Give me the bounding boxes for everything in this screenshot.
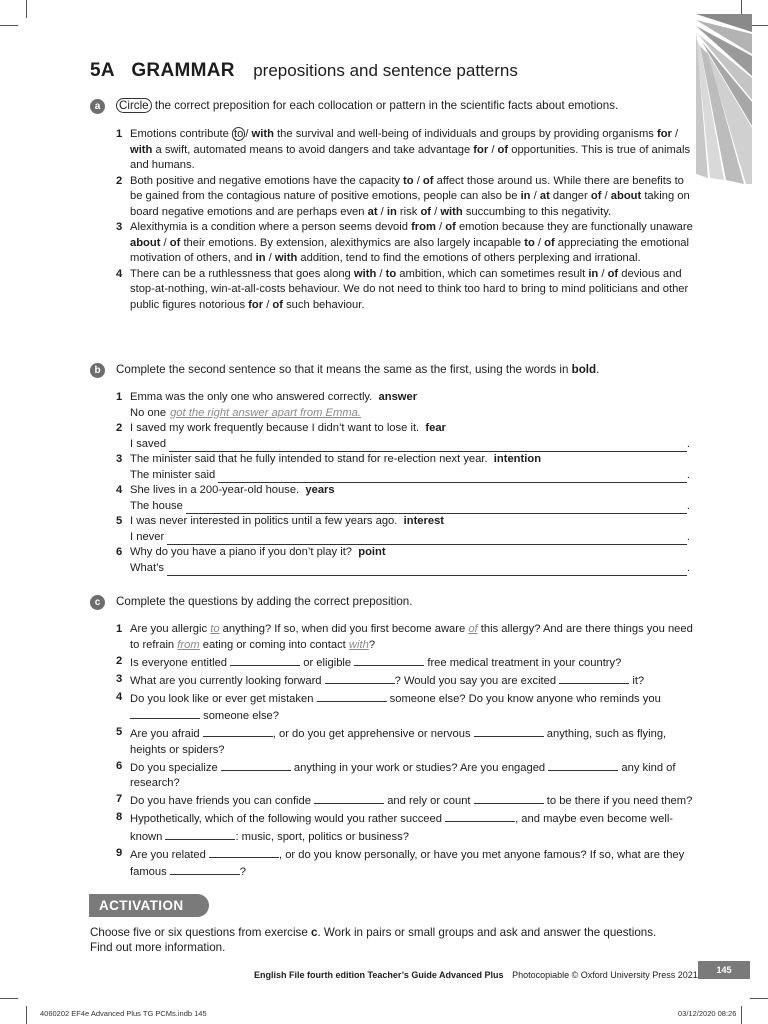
text-segment: anything? If so, when did you first become aware [219, 623, 469, 635]
text-segment: free medical treatment in your country? [424, 656, 622, 669]
text-segment: / [263, 298, 273, 311]
text-segment: this allergy? And are there things you need to refrain [130, 623, 693, 651]
preposition-option: with [440, 205, 463, 218]
rewrite-line [130, 530, 690, 546]
sentence-start: I never [130, 530, 165, 543]
text-segment: There can be a ruthlessness that goes along [130, 267, 354, 280]
exercise-c-item [116, 672, 694, 690]
item-number: 6 [116, 546, 123, 558]
preposition-option: for [248, 298, 264, 311]
exercise-c-badge: c [90, 595, 105, 610]
sentence-text: She lives in a 200-year-old house. [130, 484, 300, 496]
rewrite-line [130, 406, 690, 422]
text-segment: / [265, 252, 275, 264]
answer-blank[interactable] [354, 654, 424, 666]
text-segment: danger [549, 190, 591, 202]
print-slug-date: 03/12/2020 08:26 [678, 1009, 737, 1018]
text-segment: any kind of research? [130, 761, 676, 789]
answer-blank[interactable] [474, 725, 544, 737]
text-segment: : music, sport, politics or business? [235, 830, 409, 843]
rewrite-line [130, 561, 690, 577]
answer-blank[interactable] [203, 725, 273, 737]
rewrite-line [130, 437, 690, 453]
text-segment: their emotions. By extension, alexithymics are also largely incapable [180, 236, 525, 249]
item-number: 3 [116, 221, 123, 233]
sentence-text: Emma was the only one who answered correctly. [130, 391, 373, 403]
exercise-c-instruction: Complete the questions by adding the correct preposition. [116, 595, 413, 608]
text-segment: , or do you get apprehensive or nervous [272, 728, 474, 740]
text-segment: , or do you know personally, or have you met anyone famous? If so, what are they famous [130, 848, 685, 878]
answer-blank[interactable] [445, 810, 515, 822]
exercise-c-item [116, 846, 694, 881]
text-segment: to be there if you need them? [543, 795, 693, 807]
answer-blank[interactable] [317, 690, 387, 702]
exercise-b-instruction: Complete the second sentence so that it means the same as the first, using the words in bold. [116, 363, 600, 376]
original-sentence [130, 421, 690, 437]
preposition-option: with [130, 143, 153, 156]
exercise-b-item [116, 483, 690, 514]
example-answer: got the right answer apart from Emma. [170, 406, 361, 419]
keyword: fear [425, 422, 446, 434]
exercise-b-badge: b [90, 363, 105, 378]
answer-line[interactable] [167, 563, 687, 576]
exercise-a-item [116, 174, 696, 221]
preposition-option: of [272, 298, 283, 311]
keyword: years [305, 484, 335, 496]
preposition-option: of [420, 205, 432, 218]
item-number: 4 [116, 690, 123, 703]
text-segment: the survival and well-being of individuals and groups by providing organisms [273, 128, 657, 140]
sentence-text: I saved my work frequently because I didn’t want to lose it. [130, 422, 420, 434]
preposition-option: for [473, 143, 489, 156]
exercise-c-item [116, 622, 694, 653]
item-number: 3 [116, 672, 123, 685]
exercise-c-item [116, 654, 694, 672]
text-segment: / [245, 128, 252, 140]
activation-text: Choose five or six questions from exercise c. Work in pairs or small groups and ask and answer the questions. Find out more information. [90, 926, 657, 954]
footer-copyright: Photocopiable © Oxford University Press 2021 [512, 970, 698, 980]
text-segment: Do you have friends you can confide [130, 795, 315, 807]
answer-blank[interactable] [474, 792, 544, 804]
text-segment: emotion because they are functionally unaware [455, 221, 693, 233]
text-segment: someone else? Do you know anyone who reminds you [386, 692, 661, 705]
corner-rays-graphic [696, 14, 752, 184]
crop-mark [750, 25, 768, 26]
exercise-a-list [116, 127, 696, 313]
exercise-a-item [116, 220, 696, 267]
preposition-option: about [130, 236, 161, 249]
sentence-start: The house [130, 499, 183, 512]
answer-line[interactable] [186, 501, 687, 514]
text-segment: or eligible [300, 656, 355, 669]
example-answer: to [210, 623, 220, 635]
preposition-option: from [411, 221, 436, 233]
footer-book: English File fourth edition Teacher’s Guide Advanced Plus [254, 970, 504, 980]
answer-line[interactable] [218, 470, 687, 483]
answer-line[interactable] [167, 532, 687, 545]
text-segment: Do you look like or ever get mistaken [130, 692, 317, 705]
answer-blank[interactable] [559, 672, 629, 684]
text-segment: Both positive and negative emotions have the capacity [130, 174, 404, 187]
preposition-option: in [255, 252, 266, 264]
item-number: 2 [116, 174, 123, 187]
preposition-option: of [169, 236, 181, 249]
activation-banner: ACTIVATION [89, 894, 209, 917]
example-answer: with [348, 638, 369, 651]
text-segment: / [601, 190, 611, 202]
text-segment: devious and stop-at-nothing, win-at-all-costs behaviour. We do not need to think too hard to bring to mind politicians and other public figures notorious [130, 267, 689, 311]
preposition-option: of [607, 267, 619, 280]
text-segment: / [377, 205, 387, 218]
exercise-c-item [116, 725, 694, 758]
text-segment: Alexithymia is a condition where a person seems devoid [130, 221, 412, 233]
text-segment: What are you currently looking forward [130, 674, 325, 687]
full-stop: . [686, 437, 690, 450]
text-segment: / [413, 174, 423, 187]
text-segment: taking on board negative emotions and are perhaps even [130, 190, 690, 218]
original-sentence [130, 545, 690, 561]
circle-word: Circle [116, 98, 152, 113]
section-title: GRAMMAR [131, 60, 235, 81]
text-segment: Is everyone entitled [130, 656, 231, 669]
exercise-c-item [116, 759, 694, 792]
answer-blank[interactable] [170, 863, 240, 875]
crop-mark [26, 1006, 27, 1024]
crop-mark [0, 25, 18, 26]
example-answer: of [468, 623, 478, 635]
full-stop: . [686, 468, 690, 481]
example-answer: from [177, 638, 200, 651]
preposition-option: in [386, 205, 397, 218]
exercise-c-item [116, 690, 694, 725]
text-segment: ? [239, 866, 247, 878]
preposition-option: in [588, 267, 599, 280]
print-slug-file: 4060202 EF4e Advanced Plus TG PCMs.indb 145 [40, 1009, 207, 1018]
exercise-b-item [116, 452, 690, 483]
answer-blank[interactable] [325, 672, 395, 684]
exercise-a-instruction: Circle the correct preposition for each collocation or pattern in the scientific facts about emotions. [116, 99, 618, 112]
page-number: 145 [698, 961, 750, 979]
sentence-start: I saved [130, 437, 167, 450]
page-header [90, 60, 518, 82]
exercise-c-item [116, 792, 694, 810]
preposition-option: to [524, 236, 535, 249]
exercise-b-list [116, 390, 690, 576]
exercise-b-item [116, 514, 690, 545]
text-segment: / [488, 143, 498, 156]
text-segment: addition, tend to find the emotions of others perplexing and irrational. [297, 252, 641, 264]
answer-line[interactable] [169, 439, 687, 452]
item-number: 1 [116, 128, 123, 140]
exercise-c-item [116, 810, 694, 845]
rewrite-line [130, 468, 690, 484]
preposition-option: with [251, 128, 274, 140]
full-stop: . [686, 561, 690, 574]
crop-mark [0, 998, 18, 999]
text-segment: appreciating the emotional motivation of others, and [130, 236, 690, 264]
preposition-option: about [610, 190, 642, 202]
item-number: 2 [116, 422, 123, 434]
section-subtitle: prepositions and sentence patterns [253, 61, 518, 80]
preposition-option: with [353, 267, 377, 280]
text-segment: ? Would you say you are excited [394, 674, 560, 687]
text-segment: / [530, 190, 540, 202]
exercise-b-item [116, 545, 690, 576]
text-segment: and rely or count [384, 795, 474, 807]
item-number: 5 [116, 726, 123, 738]
text-segment: / [431, 205, 441, 218]
preposition-option: of [544, 236, 555, 249]
keyword: answer [378, 391, 418, 403]
text-segment: / [598, 267, 608, 280]
answer-blank[interactable] [230, 654, 300, 666]
text-segment: ? [368, 638, 376, 651]
crop-mark [26, 0, 27, 18]
text-segment: Are you related [130, 848, 209, 861]
text-segment: ambition, which can sometimes result [396, 267, 589, 280]
sentence-start: What’s [130, 561, 164, 574]
text-segment: it? [629, 674, 645, 687]
answer-blank[interactable] [314, 792, 384, 804]
item-number: 9 [116, 846, 123, 859]
preposition-option: with [274, 252, 298, 264]
text-segment: Are you afraid [130, 728, 203, 740]
preposition-option: for [657, 128, 672, 140]
sentence-text: I was never interested in politics until a few years ago. [130, 515, 398, 527]
keyword: interest [403, 515, 445, 527]
sentence-text: The minister said that he fully intended to stand for re-election next year. [130, 453, 488, 465]
text-segment: Hypothetically, which of the following would you rather succeed [130, 813, 446, 825]
preposition-option: at [539, 190, 550, 202]
text-segment: opportunities. This is true of animals and humans. [130, 143, 691, 171]
text-segment: anything in your work or studies? Are you engaged [290, 761, 549, 774]
text-segment: risk [396, 205, 421, 218]
text-segment: , and maybe even become well-known [130, 813, 674, 843]
answer-blank[interactable] [221, 759, 291, 771]
text-segment: / [160, 236, 170, 249]
item-number: 7 [116, 793, 123, 805]
preposition-option: of [497, 143, 509, 156]
exercise-b-item [116, 390, 690, 421]
item-number: 4 [116, 267, 123, 280]
item-number: 1 [116, 623, 123, 635]
rewrite-line [130, 499, 690, 515]
item-number: 5 [116, 515, 123, 527]
exercise-a-item [116, 127, 696, 174]
exercise-a-badge: a [90, 99, 105, 114]
answer-blank[interactable] [165, 828, 235, 840]
text-segment: anything, such as flying, heights or spiders? [130, 728, 667, 756]
text-segment: a swift, automated means to avoid dangers and take advantage [152, 143, 474, 156]
keyword: intention [493, 453, 542, 465]
page-footer [254, 970, 698, 980]
exercise-a-item [116, 267, 696, 314]
text-segment: / [435, 221, 446, 233]
sentence-start: No one [130, 406, 167, 419]
preposition-option: to [403, 174, 414, 187]
item-number: 2 [116, 654, 123, 667]
original-sentence [130, 514, 690, 530]
text-segment: affect those around us. While there are benefits to be gained from the contagious nature of positive emotions, people can also be [130, 174, 684, 202]
original-sentence [130, 390, 690, 406]
exercise-c-list [116, 622, 694, 881]
answer-blank[interactable] [130, 707, 200, 719]
full-stop: . [686, 499, 690, 512]
exercise-b-item [116, 421, 690, 452]
unit-code: 5A [90, 60, 115, 81]
text-segment: / [534, 236, 545, 249]
item-number: 8 [116, 811, 123, 823]
original-sentence [130, 483, 690, 499]
text-segment: someone else? [200, 710, 279, 722]
answer-blank[interactable] [548, 759, 618, 771]
sentence-text: Why do you have a piano if you don’t play it? [130, 546, 353, 558]
item-number: 3 [116, 453, 123, 465]
preposition-option: of [445, 221, 456, 233]
keyword: point [358, 546, 386, 558]
text-segment: / [671, 128, 679, 140]
crop-mark [741, 1006, 742, 1024]
text-segment: Do you specialize [130, 761, 221, 774]
original-sentence [130, 452, 690, 468]
answer-blank[interactable] [209, 846, 279, 858]
item-number: 1 [116, 391, 123, 403]
crop-mark [750, 998, 768, 999]
text-segment: Are you allergic [130, 623, 211, 635]
text-segment: / [376, 267, 386, 280]
text-segment: eating or coming into contact [199, 638, 349, 651]
text-segment: such behaviour. [282, 298, 365, 311]
preposition-option: to [385, 267, 397, 280]
text-segment: Emotions contribute [130, 128, 232, 140]
full-stop: . [686, 530, 690, 543]
text-segment: succumbing to this negativity. [462, 205, 612, 218]
preposition-option: of [590, 190, 602, 202]
circled-example-answer: to [233, 128, 244, 140]
item-number: 6 [116, 759, 123, 772]
preposition-option: at [367, 205, 378, 218]
item-number: 4 [116, 484, 123, 496]
preposition-option: of [422, 174, 434, 187]
preposition-option: in [520, 190, 531, 202]
sentence-start: The minister said [130, 468, 216, 481]
